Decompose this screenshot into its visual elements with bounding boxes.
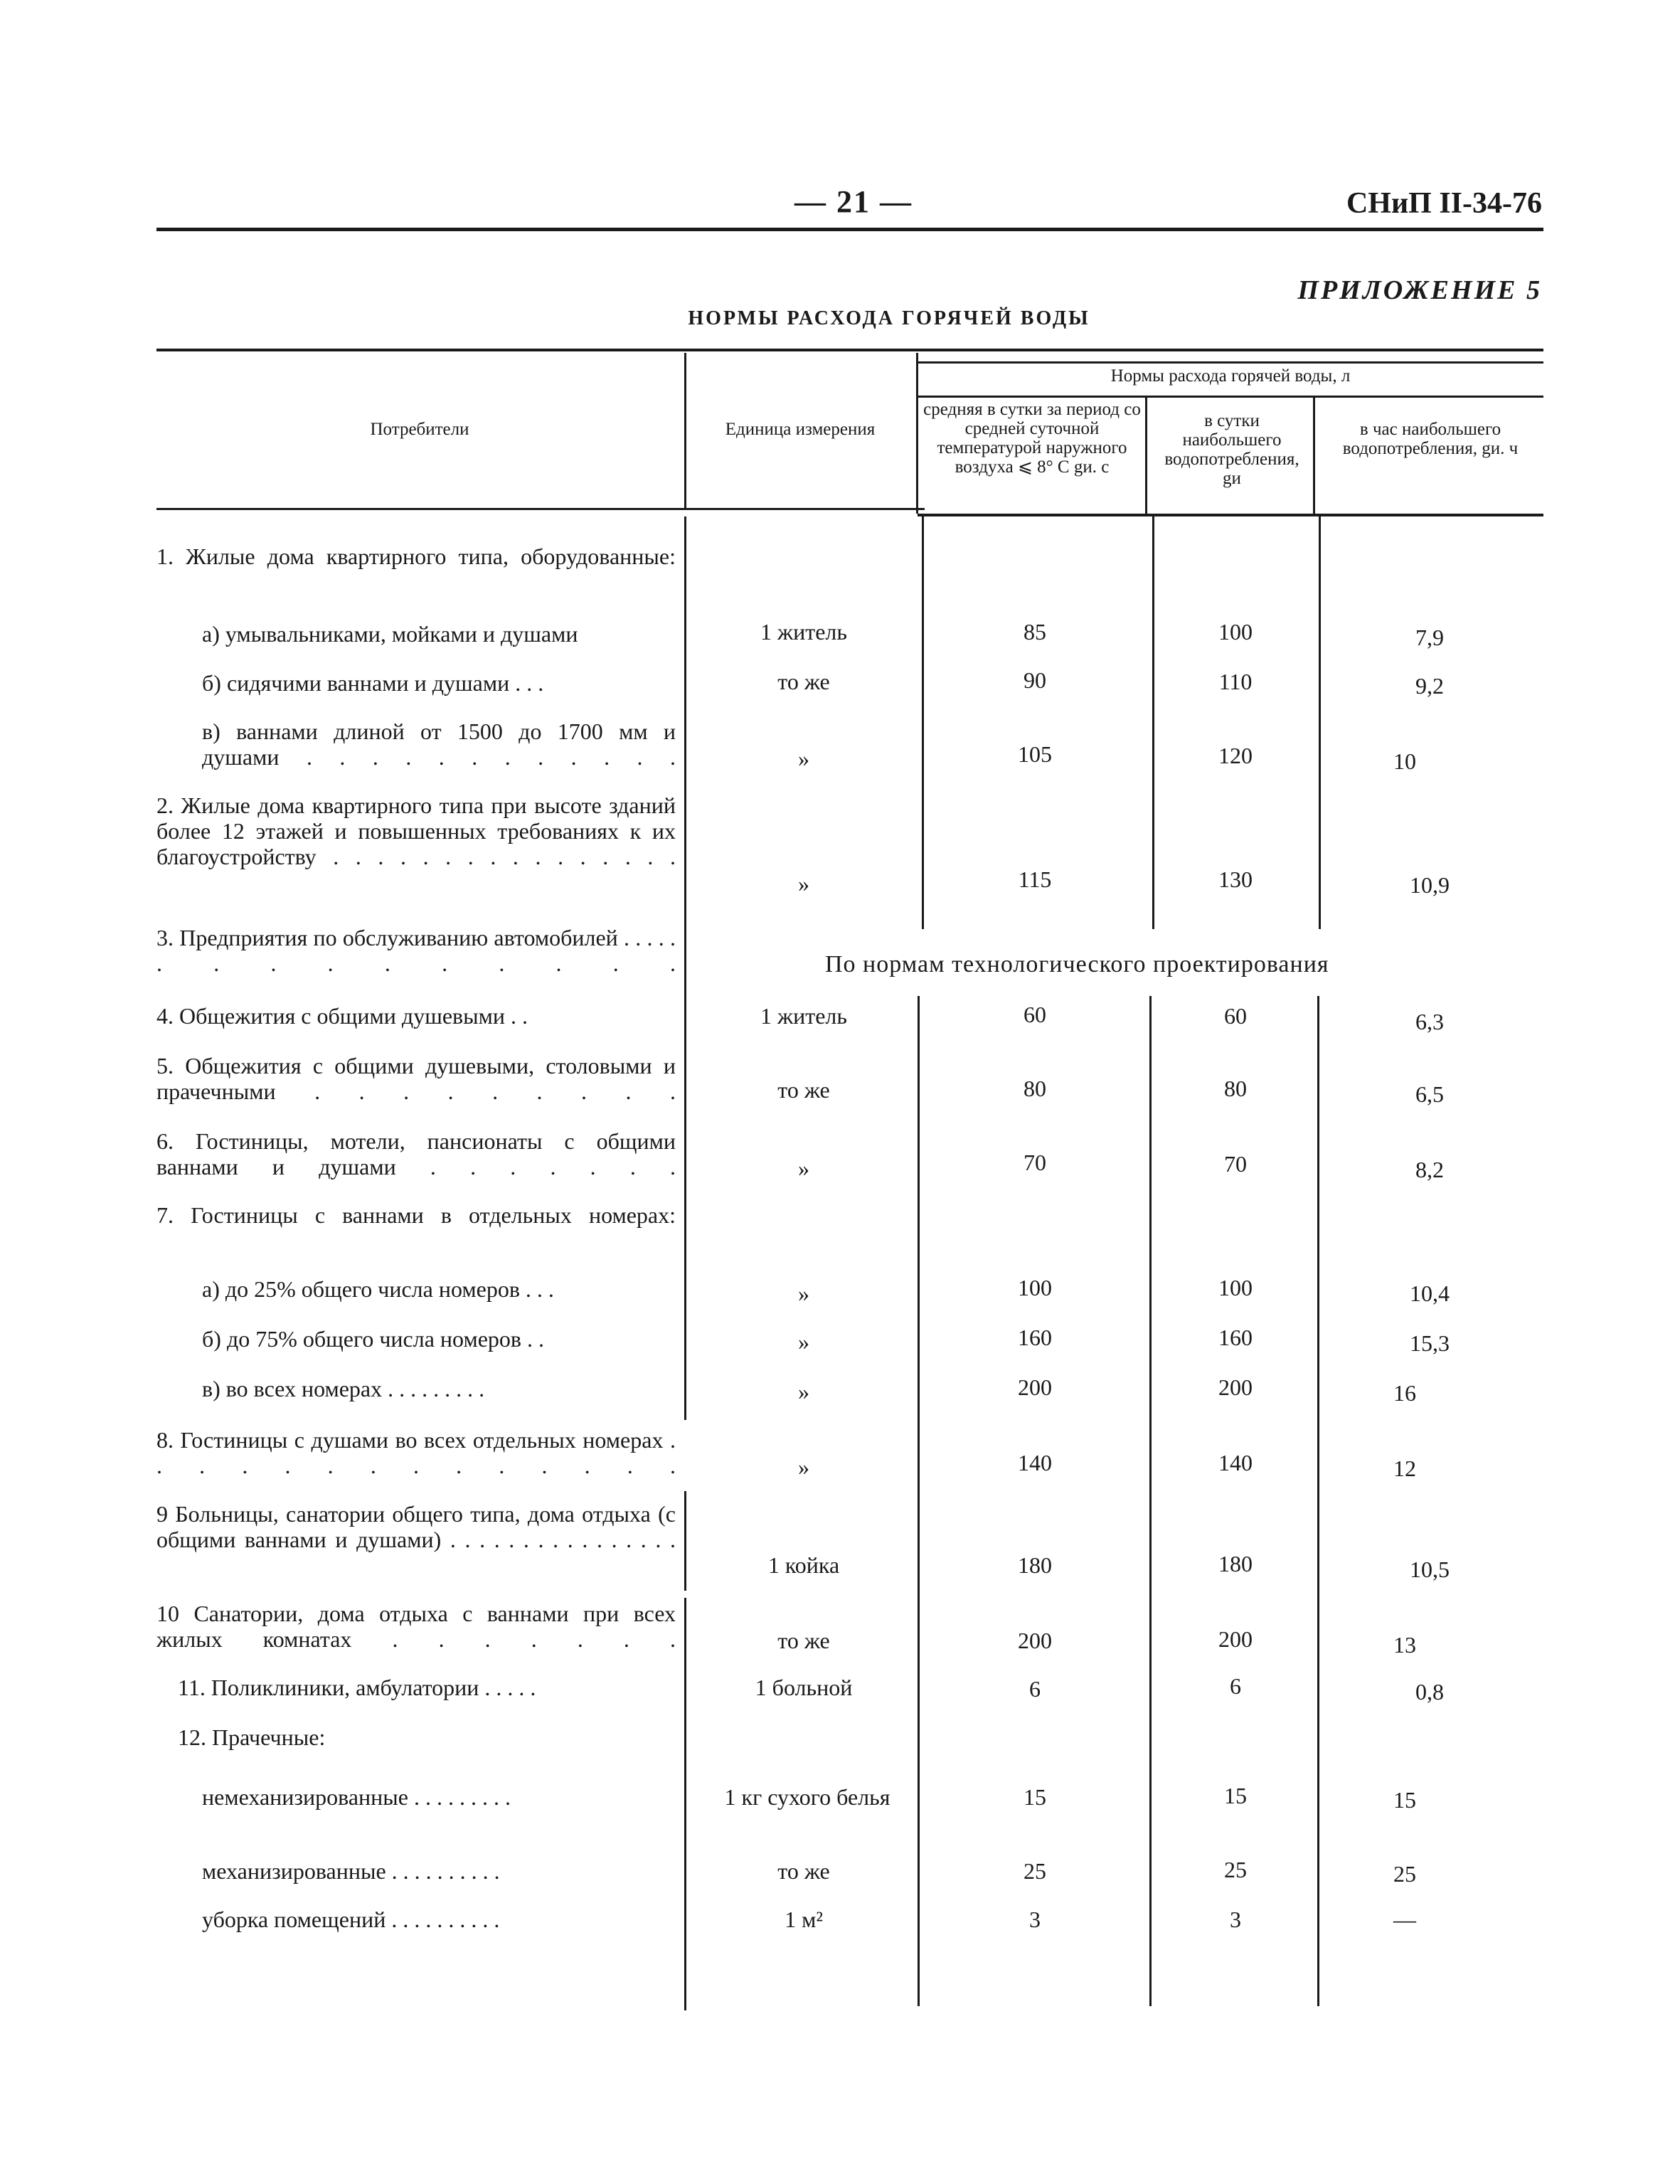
day-cell: 70 (1224, 1151, 1247, 1177)
row-label: 2. Жилые дома квартирного типа при высоте зданий более 12 этажей и повышенных требованиях к их благоустройству . . . . . . . . . . . . . . . . (156, 793, 676, 869)
body-vline-4b (1317, 996, 1319, 2006)
merged-cell: По нормам технологического проектирования (825, 951, 1329, 977)
day-cell: 110 (1218, 669, 1253, 694)
col-header-group: Нормы расхода горячей воды, л (1110, 366, 1351, 386)
avg-cell: 100 (1018, 1275, 1052, 1300)
avg-cell: 200 (1018, 1628, 1052, 1653)
row-label: уборка помещений . . . . . . . . . . (202, 1907, 500, 1932)
avg-cell: 60 (1024, 1002, 1046, 1027)
unit-cell: то же (777, 1858, 830, 1884)
hour-cell: 8,2 (1415, 1157, 1444, 1182)
row-label: 9 Больницы, санатории общего типа, дома отдыха (с общими ваннами и душами) . . . . . . . . . . . . . . . . (156, 1501, 676, 1552)
document-code: СНиП II-34-76 (1346, 187, 1542, 220)
header-bottom-rule (156, 508, 925, 510)
table-top-rule (156, 349, 1543, 351)
avg-cell: 25 (1024, 1858, 1046, 1884)
avg-cell: 90 (1024, 667, 1046, 693)
body-vline-2a (922, 516, 924, 929)
unit-cell: 1 больной (755, 1675, 853, 1700)
row-label: 4. Общежития с общими душевыми . . (156, 1003, 528, 1029)
row-label: 11. Поликлиники, амбулатории . . . . . (178, 1675, 536, 1700)
unit-cell: » (798, 746, 809, 771)
hour-cell: 10 (1393, 748, 1416, 774)
row-label: 10 Санатории, дома отдыха с ваннами при всех жилых комнатах . . . . . . . (156, 1601, 676, 1652)
unit-cell: то же (777, 1077, 830, 1103)
day-cell: 200 (1218, 1374, 1253, 1400)
day-cell: 6 (1230, 1673, 1241, 1699)
avg-cell: 160 (1018, 1325, 1052, 1350)
hour-cell: 15,3 (1410, 1330, 1450, 1356)
day-cell: 60 (1224, 1003, 1247, 1029)
day-cell: 100 (1218, 1275, 1253, 1300)
day-cell: 160 (1218, 1325, 1253, 1350)
unit-cell: » (798, 871, 809, 896)
avg-cell: 200 (1018, 1374, 1052, 1400)
table-title: НОРМЫ РАСХОДА ГОРЯЧЕЙ ВОДЫ (688, 307, 1090, 329)
day-cell: 180 (1218, 1551, 1253, 1576)
subheader-rule (918, 396, 1543, 398)
row-label: в) во всех номерах . . . . . . . . . (202, 1376, 485, 1401)
day-cell: 130 (1218, 866, 1253, 892)
hour-cell: 10,9 (1410, 872, 1450, 898)
row-label: 5. Общежития с общими душевыми, столовыми и прачечными . . . . . . . . . (156, 1053, 676, 1104)
header-bottom-rule-right (918, 514, 1543, 516)
row-label: в) ваннами длиной от 1500 до 1700 мм и душами . . . . . . . . . . . . (202, 719, 676, 770)
row-label: 3. Предприятия по обслуживанию автомобилей . . . . . . . . . . . . . . . (156, 925, 676, 976)
header-vline-3 (1145, 396, 1147, 514)
col-header-day: в сутки наибольшего водопотребления, gи (1164, 411, 1299, 488)
avg-cell: 15 (1024, 1784, 1046, 1810)
header-rule (156, 228, 1543, 231)
row-label: 8. Гостиницы с душами во всех отдельных номерах . . . . . . . . . . . . . . (156, 1427, 676, 1478)
unit-cell: » (798, 1329, 809, 1355)
hour-cell: 13 (1393, 1632, 1416, 1658)
row-label: 6. Гостиницы, мотели, пансионаты с общими ваннами и душами . . . . . . . (156, 1128, 676, 1180)
avg-cell: 6 (1029, 1676, 1041, 1702)
body-vline-1a (684, 516, 686, 1420)
hour-cell: — (1393, 1907, 1416, 1932)
unit-cell: то же (777, 669, 830, 694)
hour-cell: 6,5 (1415, 1081, 1444, 1107)
page-number: — 21 — (794, 184, 913, 219)
avg-cell: 3 (1029, 1907, 1041, 1932)
day-cell: 80 (1224, 1076, 1247, 1101)
body-vline-1c (684, 1598, 686, 2010)
avg-cell: 180 (1018, 1552, 1052, 1578)
unit-cell: » (798, 1454, 809, 1480)
unit-cell: 1 м² (785, 1907, 823, 1932)
hour-cell: 0,8 (1415, 1679, 1444, 1705)
day-cell: 3 (1230, 1907, 1241, 1932)
row-label: 7. Гостиницы с ваннами в отдельных номерах: (156, 1202, 676, 1228)
col-header-hour: в час наибольшего водопотребления, gи. ч (1342, 420, 1519, 458)
body-vline-3b (1149, 996, 1152, 2006)
day-cell: 15 (1224, 1783, 1247, 1808)
col-header-unit: Единица измерения (725, 420, 876, 439)
hour-cell: 25 (1393, 1861, 1416, 1887)
day-cell: 200 (1218, 1626, 1253, 1652)
row-label: а) до 25% общего числа номеров . . . (202, 1276, 554, 1302)
row-label: а) умывальниками, мойками и душами (202, 621, 578, 647)
appendix-title: ПРИЛОЖЕНИЕ 5 (1297, 275, 1542, 305)
row-label: 12. Прачечные: (178, 1724, 326, 1750)
hour-cell: 6,3 (1415, 1009, 1444, 1034)
col-header-avg: средняя в сутки за период со средней суточной температурой наружного воздуха ⩽ 8° С gи. с (923, 400, 1141, 477)
row-label: б) до 75% общего числа номеров . . (202, 1326, 544, 1352)
unit-cell: 1 житель (760, 619, 847, 645)
body-vline-1b (684, 1491, 686, 1591)
day-cell: 25 (1224, 1857, 1247, 1882)
day-cell: 100 (1218, 619, 1253, 645)
unit-cell: » (798, 1379, 809, 1404)
avg-cell: 70 (1024, 1150, 1046, 1175)
day-cell: 140 (1218, 1450, 1253, 1475)
hour-cell: 9,2 (1415, 673, 1444, 699)
avg-cell: 115 (1018, 866, 1052, 892)
hour-cell: 12 (1393, 1456, 1416, 1481)
header-vline-4 (1313, 396, 1315, 514)
hour-cell: 7,9 (1415, 625, 1444, 650)
unit-cell: » (798, 1155, 809, 1181)
row-label: б) сидячими ваннами и душами . . . (202, 670, 544, 696)
header-vline-2 (916, 353, 918, 514)
row-label: механизированные . . . . . . . . . . (202, 1858, 500, 1884)
group-header-rule (918, 361, 1543, 364)
avg-cell: 85 (1024, 619, 1046, 645)
unit-cell: » (798, 1281, 809, 1306)
unit-cell: 1 кг сухого белья (724, 1784, 890, 1810)
hour-cell: 10,5 (1410, 1557, 1450, 1582)
body-vline-4a (1319, 516, 1321, 929)
avg-cell: 140 (1018, 1450, 1052, 1475)
hour-cell: 10,4 (1410, 1281, 1450, 1306)
col-header-consumers: Потребители (370, 420, 469, 439)
unit-cell: 1 житель (760, 1003, 847, 1029)
row-label: немеханизированные . . . . . . . . . (202, 1784, 511, 1810)
body-vline-3a (1152, 516, 1154, 929)
body-vline-2b (918, 996, 920, 2006)
hour-cell: 16 (1393, 1380, 1416, 1406)
unit-cell: то же (777, 1628, 830, 1653)
header-vline-1 (684, 353, 686, 508)
unit-cell: 1 койка (767, 1552, 840, 1578)
avg-cell: 80 (1024, 1076, 1046, 1101)
row-label: 1. Жилые дома квартирного типа, оборудованные: (156, 544, 676, 569)
avg-cell: 105 (1018, 741, 1052, 767)
day-cell: 120 (1218, 743, 1253, 768)
hour-cell: 15 (1393, 1787, 1416, 1813)
